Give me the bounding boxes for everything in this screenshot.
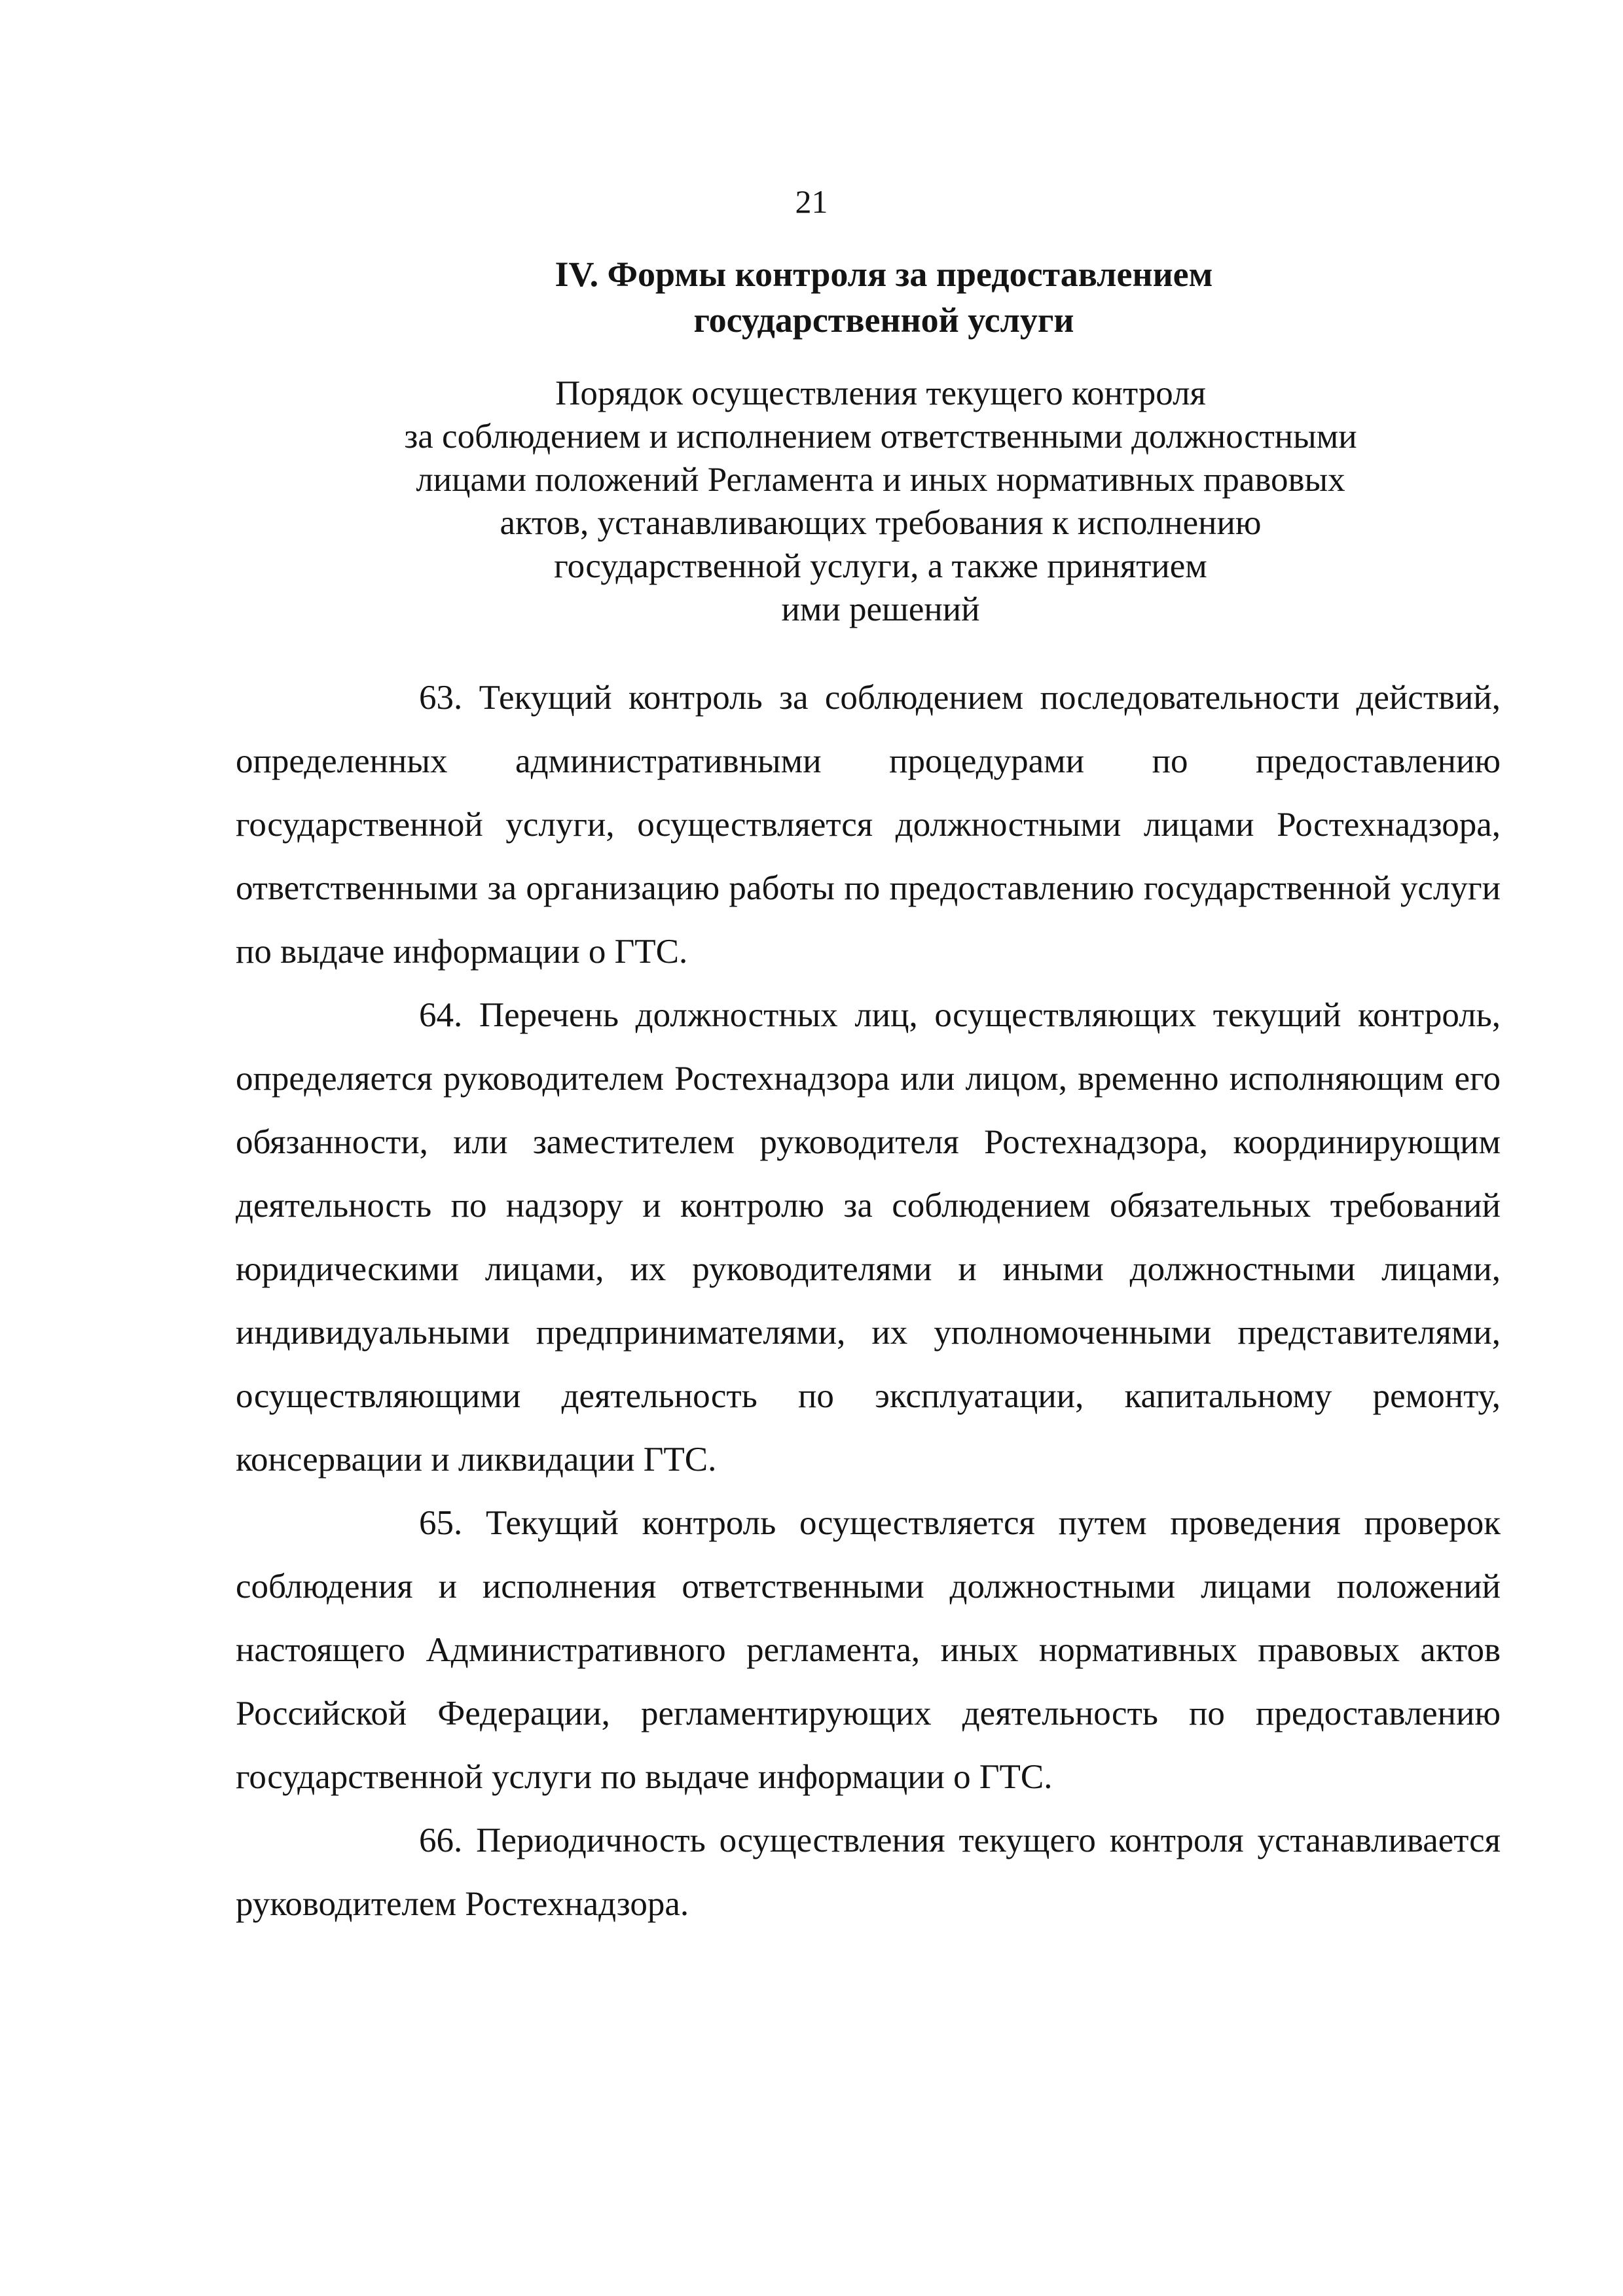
page-number: 21 bbox=[795, 183, 828, 220]
paragraph-number: 64. bbox=[419, 996, 463, 1034]
subheading-line: ими решений bbox=[781, 590, 980, 628]
body-text bbox=[236, 666, 1501, 1936]
section-title-line-1: IV. Формы контроля за предоставлением bbox=[555, 255, 1213, 294]
paragraph-number: 66. bbox=[419, 1821, 463, 1859]
subheading bbox=[340, 372, 1421, 631]
section-title bbox=[386, 251, 1381, 343]
subheading-line: Порядок осуществления текущего контроля bbox=[555, 374, 1206, 412]
paragraph-text: Перечень должностных лиц, осуществляющих текущий контроль, определяется руководителем Ростехнадзора или лицом, временно исполняющим его обязанности, или заместителем руководителя Ростехнадзора, координирующим деятельность по надзору и контролю за соблюдением обязательных требований юридическими лицами, их руководителями и иными должностными лицами, индивидуальными предпринимателями, их уполномоченными представителями, осуществляющими деятельность по эксплуатации, капитальному ремонту, консервации и ликвидации ГТС. bbox=[236, 996, 1501, 1479]
paragraph-66 bbox=[236, 1809, 1501, 1936]
paragraph-65 bbox=[236, 1492, 1501, 1809]
paragraph-text: Текущий контроль осуществляется путем проведения проверок соблюдения и исполнения ответственными должностными лицами положений настоящего Административного регламента, иных нормативных правовых актов Российской Федерации, регламентирующих деятельность по предоставлению государственной услуги по выдаче информации о ГТС. bbox=[236, 1504, 1501, 1796]
section-title-line-2: государственной услуги bbox=[693, 300, 1074, 340]
paragraph-number: 63. bbox=[419, 679, 463, 717]
paragraph-text: Периодичность осуществления текущего контроля устанавливается руководителем Ростехнадзора. bbox=[236, 1821, 1501, 1923]
paragraph-text: Текущий контроль за соблюдением последовательности действий, определенных административными процедурами по предоставлению государственной услуги, осуществляется должностными лицами Ростехнадзора, ответственными за организацию работы по предоставлению государственной услуги по выдаче информации о ГТС. bbox=[236, 679, 1501, 971]
subheading-line: лицами положений Регламента и иных нормативных правовых bbox=[416, 461, 1345, 499]
paragraph-number: 65. bbox=[419, 1504, 463, 1542]
subheading-line: государственной услуги, а также принятием bbox=[554, 547, 1207, 585]
subheading-line: актов, устанавливающих требования к исполнению bbox=[500, 504, 1262, 542]
subheading-line: за соблюдением и исполнением ответственными должностными bbox=[404, 418, 1357, 456]
paragraph-64 bbox=[236, 984, 1501, 1492]
paragraph-63 bbox=[236, 666, 1501, 984]
